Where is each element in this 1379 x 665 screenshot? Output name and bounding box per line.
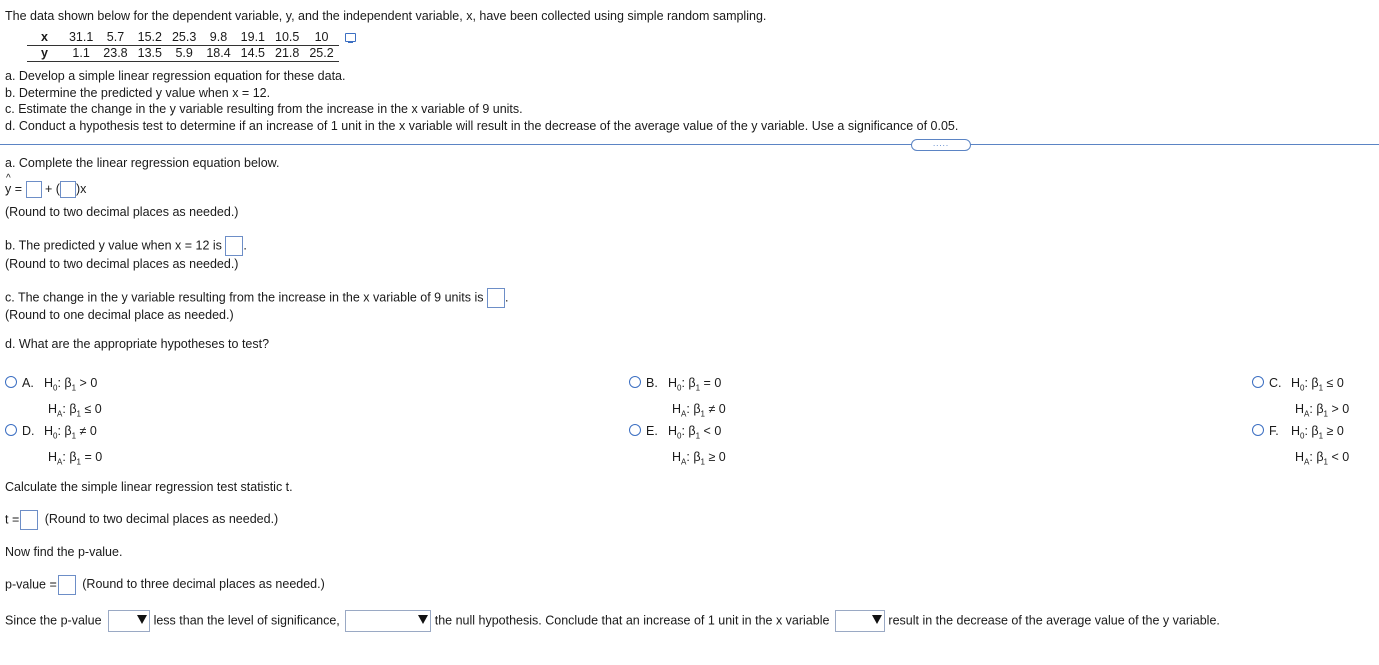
part-b-line: b. The predicted y value when x = 12 is .	[5, 236, 247, 256]
x-value: 9.8	[201, 30, 235, 46]
x-value: 25.3	[167, 30, 201, 46]
section-divider	[0, 144, 1379, 145]
x-value: 10.5	[270, 30, 304, 46]
x-row	[27, 30, 361, 46]
x-label: x	[27, 30, 64, 46]
part-d-prompt: d. What are the appropriate hypotheses to test?	[5, 337, 270, 351]
x-value: 15.2	[133, 30, 167, 46]
radio-a[interactable]	[5, 376, 17, 388]
pvalue-line	[5, 575, 325, 595]
pvalue-note: (Round to three decimal places as needed.)	[82, 577, 325, 592]
part-a-note: (Round to two decimal places as needed.)	[5, 205, 239, 219]
y-value: 23.8	[98, 46, 132, 62]
pvalue-prompt: Now find the p-value.	[5, 545, 123, 559]
pvalue-label: p-value =	[5, 577, 57, 592]
conclusion-text-2: less than the level of significance,	[153, 613, 340, 628]
x-value: 19.1	[236, 30, 270, 46]
option-b[interactable]: B. $H_0$: $\beta_1 = 0$ $H_A$: $\beta_1 \ne 0$	[629, 373, 726, 424]
pvalue-comparison-dropdown[interactable]	[108, 610, 150, 632]
conclusion-line	[5, 610, 1220, 632]
part-a-prompt: a. Complete the linear regression equation below.	[5, 156, 280, 170]
part-c-note: (Round to one decimal place as needed.)	[5, 308, 234, 322]
copy-data-icon[interactable]	[345, 33, 356, 42]
regression-equation: ^ y = + ( )x	[5, 181, 86, 198]
y-row	[27, 46, 361, 62]
change-y-input[interactable]	[487, 288, 505, 308]
null-decision-dropdown[interactable]	[345, 610, 431, 632]
t-input[interactable]	[20, 510, 38, 530]
x-value: 31.1	[64, 30, 98, 46]
conclusion-text-3: the null hypothesis. Conclude that an increase of 1 unit in the x variable	[434, 613, 830, 628]
option-d[interactable]: D. $H_0$: $\beta_1 \ne 0$ $H_A$: $\beta_1 = 0$	[5, 421, 102, 472]
option-c[interactable]: C. $H_0$: $\beta_1 \le 0$ $H_A$: $\beta_1 > 0$	[1252, 373, 1349, 424]
intercept-input[interactable]	[26, 181, 42, 198]
y-value: 18.4	[201, 46, 235, 62]
test-stat-prompt: Calculate the simple linear regression test statistic t.	[5, 480, 293, 494]
slope-input[interactable]	[60, 181, 76, 198]
part-c-prompt: c. The change in the y variable resulting from the increase in the x variable of 9 units is	[5, 290, 484, 305]
y-value: 13.5	[133, 46, 167, 62]
question-d: d. Conduct a hypothesis test to determine if an increase of 1 unit in the x variable will result in the decrease of the average value of the y variable. Use a significance of 0.05.	[5, 118, 959, 133]
part-b-note: (Round to two decimal places as needed.)	[5, 257, 239, 271]
predicted-y-input[interactable]	[225, 236, 243, 256]
y-value: 14.5	[236, 46, 270, 62]
conclusion-text-1: Since the p-value	[5, 613, 102, 628]
dropdown-arrow-icon	[872, 615, 882, 624]
y-value: 21.8	[270, 46, 304, 62]
x-value: 5.7	[98, 30, 132, 46]
data-table	[27, 30, 361, 62]
y-hat-symbol: ^ y	[5, 172, 12, 196]
conclusion-dropdown[interactable]	[835, 610, 885, 632]
option-f[interactable]: F. $H_0$: $\beta_1 \ge 0$ $H_A$: $\beta_1 < 0$	[1252, 421, 1349, 472]
part-c-line: c. The change in the y variable resulting from the increase in the x variable of 9 units is .	[5, 288, 508, 308]
conclusion-text-4: result in the decrease of the average value of the y variable.	[888, 613, 1220, 628]
y-value: 25.2	[304, 46, 338, 62]
question-a: a. Develop a simple linear regression equation for these data.	[5, 69, 346, 83]
question-list	[5, 68, 958, 134]
t-note: (Round to two decimal places as needed.)	[44, 512, 279, 527]
y-label: y	[27, 46, 64, 62]
x-value: 10	[304, 30, 338, 46]
pvalue-input[interactable]	[58, 575, 76, 595]
dropdown-arrow-icon	[137, 615, 147, 624]
question-c: c. Estimate the change in the y variable resulting from the increase in the x variable of 9 units.	[5, 102, 523, 116]
copy-data-cell[interactable]	[339, 30, 361, 46]
y-value: 1.1	[64, 46, 98, 62]
dropdown-arrow-icon	[418, 615, 428, 624]
radio-f[interactable]	[1252, 424, 1264, 436]
y-value: 5.9	[167, 46, 201, 62]
radio-b[interactable]	[629, 376, 641, 388]
more-button[interactable]: .....	[911, 139, 971, 151]
part-b-prompt: b. The predicted y value when x = 12 is	[5, 238, 222, 253]
radio-d[interactable]	[5, 424, 17, 436]
test-stat-line	[5, 510, 278, 530]
option-a[interactable]: A. $H_0$: $\beta_1 > 0$ $H_A$: $\beta_1 \le 0$	[5, 373, 102, 424]
question-b: b. Determine the predicted y value when x = 12.	[5, 85, 271, 100]
problem-intro: The data shown below for the dependent variable, y, and the independent variable, x, have been collected using simple random sampling.	[5, 9, 767, 23]
t-label: t =	[5, 512, 20, 527]
option-e[interactable]: E. $H_0$: $\beta_1 < 0$ $H_A$: $\beta_1 \ge 0$	[629, 421, 726, 472]
radio-e[interactable]	[629, 424, 641, 436]
radio-c[interactable]	[1252, 376, 1264, 388]
